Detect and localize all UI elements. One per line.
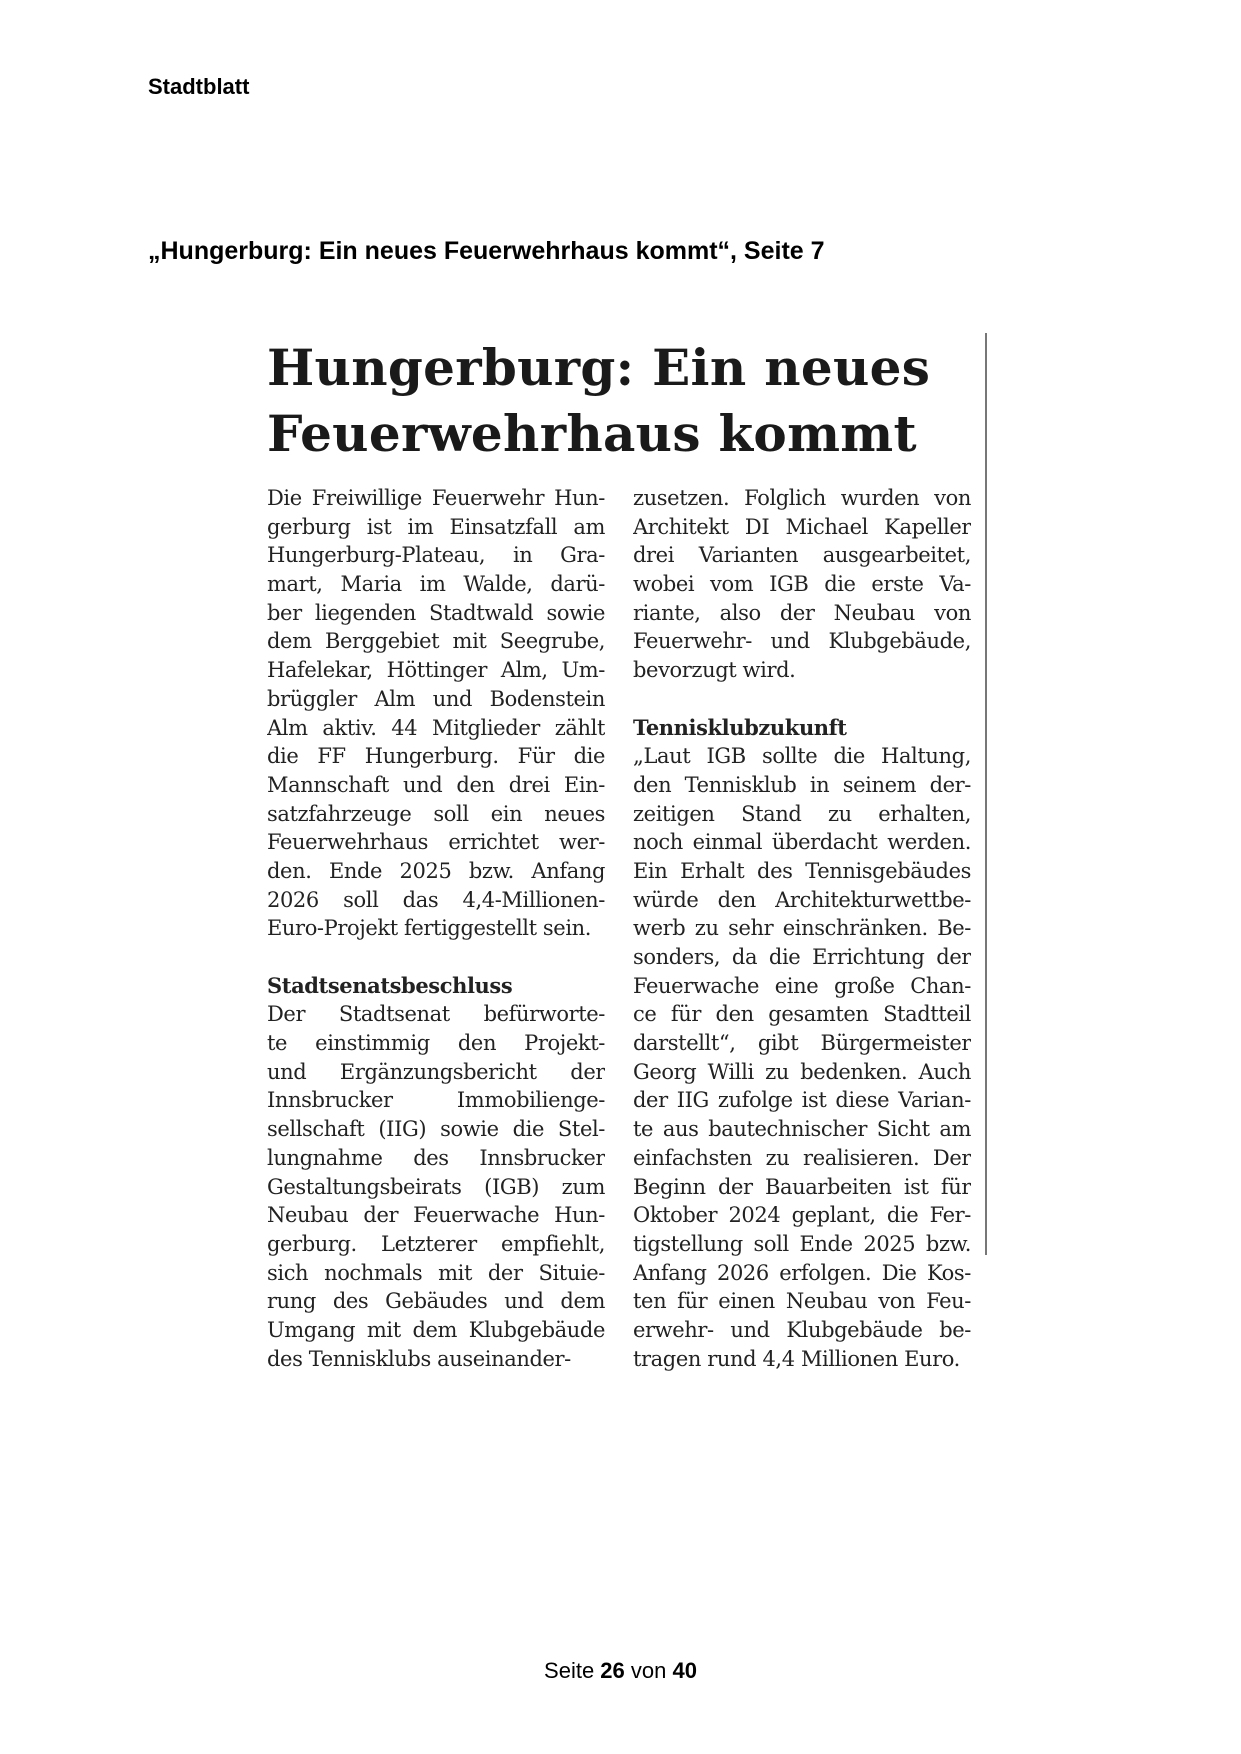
text-line: Ein Erhalt des Tennisgebäudes (633, 858, 971, 883)
text-line: Beginn der Bauarbeiten ist für (633, 1174, 971, 1199)
text-line: sellschaft (IIG) sowie die Stel- (267, 1117, 605, 1142)
text-line: tragen rund 4,4 Millionen Euro. (633, 1346, 960, 1371)
text-line: dem Berggebiet mit Seegrube, (267, 629, 605, 654)
paragraph-gap (267, 943, 605, 972)
text-line: noch einmal überdacht werden. (633, 830, 971, 855)
text-line: einfachsten zu realisieren. Der (633, 1145, 971, 1170)
text-line: drei Varianten ausgearbeitet, (633, 543, 971, 568)
text-line: den Tennisklub in seinem der- (633, 772, 971, 797)
paragraph-gap (633, 685, 971, 714)
text-line: Georg Willi zu bedenken. Auch (633, 1059, 971, 1084)
text-line: die FF Hungerburg. Für die (267, 744, 605, 769)
text-line: Gestaltungsbeirats (IGB) zum (267, 1174, 605, 1199)
text-line: te einstimmig den Projekt- (267, 1031, 605, 1056)
total-pages: 40 (672, 1658, 697, 1683)
text-line: Die Freiwillige Feuerwehr Hun- (267, 486, 605, 510)
text-line: bevorzugt wird. (633, 658, 796, 683)
text-line: mart, Maria im Walde, darü- (267, 572, 605, 597)
text-line: des Tennisklubs auseinander- (267, 1346, 571, 1371)
text-line: te aus bautechnischer Sicht am (633, 1117, 971, 1142)
text-line: Hungerburg-Plateau, in Gra- (267, 543, 605, 568)
text-line: sonders, da die Errichtung der (633, 945, 971, 969)
text-line: rung des Gebäudes und dem (267, 1289, 605, 1314)
headline-line: Feuerwehrhaus kommt (267, 404, 917, 463)
text-line: zusetzen. Folglich wurden von (633, 486, 971, 510)
text-line: Architekt DI Michael Kapeller (633, 514, 971, 539)
section-heading: Stadtsenatsbeschluss (267, 972, 513, 998)
page-number (0, 1658, 1241, 1684)
text-line: darstellt“, gibt Bürgermeister (633, 1031, 971, 1056)
current-page: 26 (600, 1658, 625, 1683)
text-line: zeitigen Stand zu erhalten, (633, 801, 971, 826)
text-line: werb zu sehr einschränken. Be- (633, 916, 971, 941)
text-line: ce für den gesamten Stadtteil (633, 1002, 971, 1027)
text-line: wobei vom IGB die erste Va- (633, 572, 971, 597)
text-line: Umgang mit dem Klubgebäude (267, 1317, 605, 1342)
text-line: ten für einen Neubau von Feu- (633, 1289, 971, 1314)
text-line: riante, also der Neubau von (633, 600, 971, 625)
text-line: Euro-Projekt fertiggestellt sein. (267, 916, 592, 941)
text-line: „Laut IGB sollte die Haltung, (633, 744, 971, 769)
text-line: gerburg ist im Einsatzfall am (267, 514, 605, 539)
text-line: sich nochmals mit der Situie- (267, 1260, 605, 1285)
publication-name: Stadtblatt (148, 74, 250, 99)
text-line: Mannschaft und den drei Ein- (267, 772, 605, 797)
text-line: Neubau der Feuerwache Hun- (267, 1203, 605, 1228)
text-line: lungnahme des Innsbrucker (267, 1145, 605, 1170)
text-line: Feuerwehrhaus errichtet wer- (267, 830, 605, 855)
text-line: Feuerwehr- und Klubgebäude, (633, 629, 971, 654)
text-line: ber liegenden Stadtwald sowie (267, 600, 605, 625)
page-of: von (624, 1658, 673, 1683)
text-line: Hafelekar, Höttinger Alm, Um- (267, 658, 605, 683)
text-line: tigstellung soll Ende 2025 bzw. (633, 1231, 971, 1256)
article-headline (267, 335, 930, 467)
headline-line: Hungerburg: Ein neues (267, 338, 931, 397)
text-line: gerburg. Letzterer empfiehlt, (267, 1231, 605, 1256)
text-line: 2026 soll das 4,4-Millionen- (267, 887, 605, 912)
text-line: Feuerwache eine große Chan- (633, 973, 971, 998)
text-line: erwehr- und Klubgebäude be- (633, 1317, 971, 1342)
column-divider (985, 333, 987, 1255)
text-line: Oktober 2024 geplant, die Fer- (633, 1203, 971, 1228)
page-label: Seite (544, 1658, 601, 1683)
article-reference: „Hungerburg: Ein neues Feuerwehrhaus kommt“, Seite 7 (148, 237, 825, 265)
text-line: Anfang 2026 erfolgen. Die Kos- (633, 1260, 971, 1285)
text-line: Alm aktiv. 44 Mitglieder zählt (267, 715, 605, 740)
text-line: und Ergänzungsbericht der (267, 1059, 605, 1084)
text-line: den. Ende 2025 bzw. Anfang (267, 858, 605, 883)
section-heading: Tennisklubzukunft (633, 714, 847, 740)
text-line: satzfahrzeuge soll ein neues (267, 801, 605, 826)
article-column-left (267, 484, 605, 1373)
text-line: Innsbrucker Immobilienge- (267, 1088, 605, 1113)
text-line: Der Stadtsenat befürworte- (267, 1002, 605, 1027)
text-line: würde den Architekturwettbe- (633, 887, 971, 912)
article-column-right (633, 484, 971, 1373)
text-line: brüggler Alm und Bodenstein (267, 686, 605, 711)
text-line: der IIG zufolge ist diese Varian- (633, 1088, 971, 1113)
